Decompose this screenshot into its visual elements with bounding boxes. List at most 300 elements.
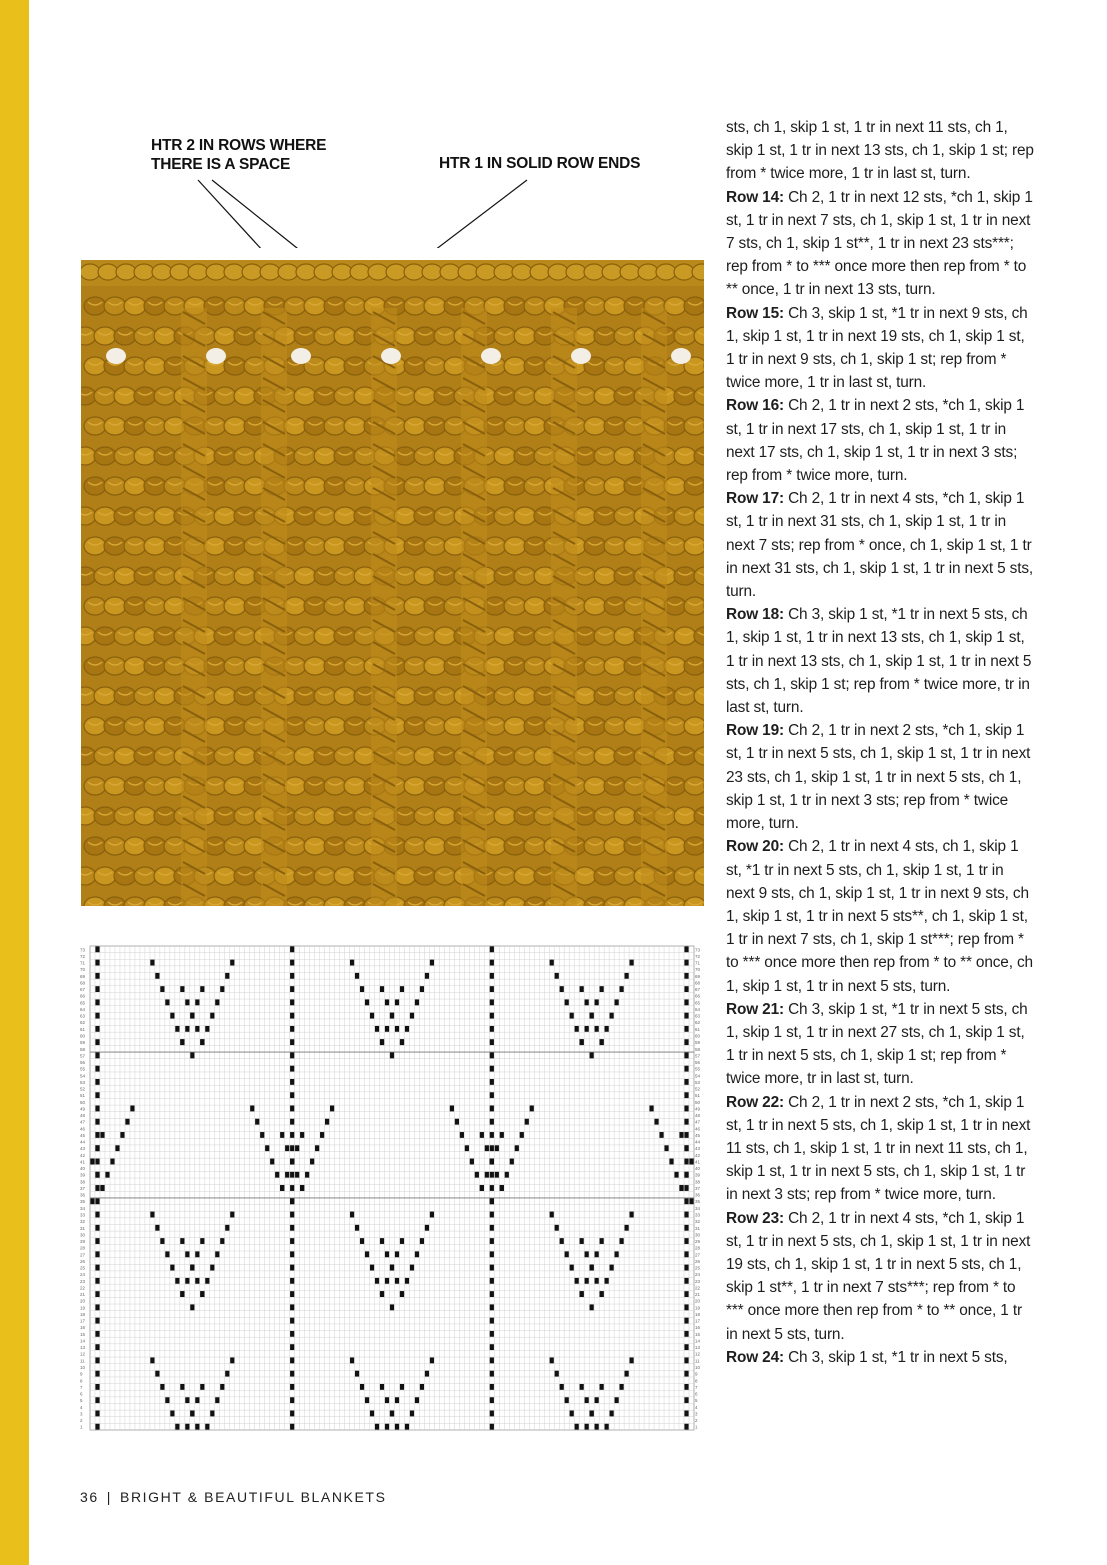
chart-row-number: 48 [80, 1113, 86, 1119]
chart-filled-cell [195, 1026, 199, 1032]
chart-row-number: 1 [695, 1424, 698, 1430]
chart-filled-cell [400, 1238, 404, 1244]
row-label: Row 20: [726, 838, 784, 856]
chart-filled-cell [615, 999, 619, 1005]
chart-filled-cell [385, 1397, 389, 1403]
chart-row-number: 35 [80, 1199, 86, 1205]
chart-filled-cell [220, 986, 224, 992]
chart-filled-cell [585, 1397, 589, 1403]
chart-filled-cell [560, 1238, 564, 1244]
chart-filled-cell [95, 1265, 99, 1271]
chart-filled-cell [510, 1159, 514, 1165]
chart-filled-cell [689, 1159, 693, 1165]
chart-filled-cell [590, 1411, 594, 1417]
chart-row-number: 68 [80, 980, 86, 986]
chart-filled-cell [310, 1159, 314, 1165]
row-text: Ch 3, skip 1 st, *1 tr in next 5 sts, ch 1, skip 1 st, 1 tr in next 27 sts, ch 1, skip 1 st, 1 tr in next 5 sts, ch 1, skip 1 st; rep from * twice more, tr in last st, turn. [726, 1000, 1028, 1088]
chart-filled-cell [595, 1026, 599, 1032]
chart-filled-cell [360, 986, 364, 992]
chart-filled-cell [555, 1225, 559, 1231]
chart-filled-cell [290, 1132, 294, 1138]
chart-filled-cell [125, 1119, 129, 1125]
chart-filled-cell [390, 1304, 394, 1310]
chart-filled-cell [290, 1066, 294, 1072]
chart-row-number: 66 [695, 993, 701, 999]
chart-row-number: 55 [80, 1066, 86, 1072]
chart-filled-cell [95, 999, 99, 1005]
chart-filled-cell [225, 1371, 229, 1377]
chart-row-number: 71 [80, 960, 86, 966]
side-accent-bar [0, 0, 29, 1565]
chart-filled-cell [684, 1106, 688, 1112]
chart-filled-cell [95, 1318, 99, 1324]
chart-filled-cell [290, 1344, 294, 1350]
chart-filled-cell [295, 1145, 299, 1151]
chart-filled-cell [415, 1397, 419, 1403]
chart-row-number: 18 [695, 1311, 701, 1317]
chart-filled-cell [290, 986, 294, 992]
chart-filled-cell [370, 1013, 374, 1019]
chart-filled-cell [290, 1411, 294, 1417]
chart-filled-cell [684, 1079, 688, 1085]
chart-filled-cell [430, 1357, 434, 1363]
chart-filled-cell [415, 1251, 419, 1257]
chart-filled-cell [570, 1265, 574, 1271]
chart-filled-cell [490, 1052, 494, 1058]
chart-filled-cell [195, 999, 199, 1005]
chart-filled-cell [490, 1318, 494, 1324]
chart-filled-cell [565, 1251, 569, 1257]
chart-filled-cell [150, 960, 154, 966]
chart-filled-cell [580, 1238, 584, 1244]
chart-filled-cell [580, 1291, 584, 1297]
chart-row-number: 53 [80, 1079, 86, 1085]
chart-row-number: 42 [695, 1152, 701, 1158]
chart-filled-cell [95, 1198, 99, 1204]
chart-filled-cell [490, 1132, 494, 1138]
chart-filled-cell [684, 1371, 688, 1377]
chart-filled-cell [400, 986, 404, 992]
chart-filled-cell [220, 1238, 224, 1244]
chart-filled-cell [290, 1238, 294, 1244]
chart-filled-cell [684, 1119, 688, 1125]
chart-filled-cell [605, 1424, 609, 1430]
chart-filled-cell [385, 1424, 389, 1430]
chart-filled-cell [280, 1132, 284, 1138]
chart-row-number: 63 [695, 1013, 701, 1019]
chart-filled-cell [605, 1278, 609, 1284]
chart-filled-cell [170, 1411, 174, 1417]
chart-row-number: 53 [695, 1079, 701, 1085]
chart-row-number: 65 [80, 1000, 86, 1006]
chart-filled-cell [225, 1225, 229, 1231]
chart-row-number: 19 [80, 1305, 86, 1311]
chart-filled-cell [570, 1411, 574, 1417]
chart-row-number: 10 [80, 1365, 86, 1371]
chart-filled-cell [380, 986, 384, 992]
chart-filled-cell [275, 1172, 279, 1178]
chart-filled-cell [490, 1212, 494, 1218]
chart-row-number: 8 [695, 1378, 698, 1384]
chart-filled-cell [684, 946, 688, 952]
chart-filled-cell [684, 1424, 688, 1430]
chart-filled-cell [230, 960, 234, 966]
chart-row-number: 9 [80, 1371, 83, 1377]
chart-filled-cell [684, 1066, 688, 1072]
chart-filled-cell [390, 1052, 394, 1058]
chart-row-number: 34 [80, 1205, 86, 1211]
chart-filled-cell [115, 1145, 119, 1151]
chart-row-number: 21 [695, 1292, 701, 1298]
chart-filled-cell [315, 1145, 319, 1151]
chart-filled-cell [290, 1198, 294, 1204]
chart-filled-cell [600, 986, 604, 992]
chart-row-number: 54 [695, 1073, 701, 1079]
chart-row-number: 63 [80, 1013, 86, 1019]
chart-row-number: 4 [695, 1404, 698, 1410]
chart-filled-cell [490, 1344, 494, 1350]
chart-filled-cell [95, 1079, 99, 1085]
chart-filled-cell [490, 1106, 494, 1112]
chart-filled-cell [370, 1411, 374, 1417]
chart-filled-cell [595, 999, 599, 1005]
chart-filled-cell [684, 1238, 688, 1244]
chart-filled-cell [195, 1397, 199, 1403]
chart-filled-cell [320, 1132, 324, 1138]
chart-row-number: 24 [80, 1272, 86, 1278]
chart-filled-cell [689, 1198, 693, 1204]
chart-filled-cell [395, 1424, 399, 1430]
row-text: Ch 3, skip 1 st, *1 tr in next 5 sts, ch 1, skip 1 st, 1 tr in next 13 sts, ch 1, skip 1 st, 1 tr in next 13 sts, ch 1, skip 1 st, 1 tr in next 5 sts, ch 1, skip 1 st; rep from * twice more, tr in last st, turn. [726, 606, 1032, 717]
chart-filled-cell [495, 1145, 499, 1151]
chart-filled-cell [290, 1079, 294, 1085]
chart-filled-cell [215, 1397, 219, 1403]
chart-row-number: 52 [695, 1086, 701, 1092]
chart-filled-cell [620, 1384, 624, 1390]
chart-filled-cell [95, 1039, 99, 1045]
chart-row-number: 28 [80, 1245, 86, 1251]
chart-filled-cell [684, 986, 688, 992]
chart-filled-cell [490, 999, 494, 1005]
chart-filled-cell [95, 1052, 99, 1058]
chart-filled-cell [260, 1132, 264, 1138]
chart-row-number: 42 [80, 1152, 86, 1158]
chart-row-number: 27 [80, 1252, 86, 1258]
chart-filled-cell [365, 1397, 369, 1403]
chart-filled-cell [180, 1039, 184, 1045]
chart-row-number: 58 [695, 1046, 701, 1052]
chart-grid-background [90, 946, 694, 1430]
chart-filled-cell [280, 1185, 284, 1191]
chart-row-number: 8 [80, 1378, 83, 1384]
chart-filled-cell [180, 986, 184, 992]
chart-row-number: 49 [695, 1106, 701, 1112]
chart-filled-cell [380, 1238, 384, 1244]
chart-filled-cell [590, 1265, 594, 1271]
chart-filled-cell [395, 999, 399, 1005]
chart-filled-cell [90, 1198, 94, 1204]
chart-filled-cell [684, 1384, 688, 1390]
chart-filled-cell [600, 1384, 604, 1390]
chart-filled-cell [215, 1251, 219, 1257]
chart-filled-cell [290, 1265, 294, 1271]
chart-filled-cell [630, 960, 634, 966]
chart-row-number: 34 [695, 1205, 701, 1211]
chart-filled-cell [664, 1145, 668, 1151]
chart-filled-cell [150, 1212, 154, 1218]
chart-row-number: 21 [80, 1292, 86, 1298]
chart-filled-cell [430, 960, 434, 966]
chart-filled-cell [380, 1291, 384, 1297]
row-label: Row 22: [726, 1093, 784, 1111]
publication-title: BRIGHT & BEAUTIFUL BLANKETS [120, 1489, 387, 1505]
chart-row-number: 50 [695, 1099, 701, 1105]
row-label: Row 23: [726, 1209, 784, 1227]
chart-filled-cell [215, 999, 219, 1005]
chart-filled-cell [490, 1304, 494, 1310]
chart-filled-cell [600, 1291, 604, 1297]
chart-filled-cell [160, 1384, 164, 1390]
chart-filled-cell [175, 1278, 179, 1284]
chart-row-number: 29 [695, 1239, 701, 1245]
chart-row-number: 31 [80, 1225, 86, 1231]
chart-filled-cell [684, 1278, 688, 1284]
chart-row-number: 50 [80, 1099, 86, 1105]
chart-row-number: 71 [695, 960, 701, 966]
chart-filled-cell [455, 1119, 459, 1125]
chart-row-number: 23 [695, 1278, 701, 1284]
chart-filled-cell [560, 986, 564, 992]
row-label: Row 24: [726, 1348, 784, 1366]
chart-filled-cell [350, 1212, 354, 1218]
chart-filled-cell [684, 1092, 688, 1098]
chart-filled-cell [684, 1331, 688, 1337]
chart-row-number: 62 [695, 1020, 701, 1026]
chart-filled-cell [385, 1026, 389, 1032]
chart-row-number: 38 [695, 1179, 701, 1185]
chart-filled-cell [95, 1119, 99, 1125]
chart-filled-cell [684, 1185, 688, 1191]
chart-filled-cell [95, 1026, 99, 1032]
chart-filled-cell [625, 973, 629, 979]
chart-row-number: 35 [695, 1199, 701, 1205]
chart-filled-cell [95, 1159, 99, 1165]
pattern-row [726, 835, 1036, 997]
chart-filled-cell [300, 1185, 304, 1191]
row-label: Row 14: [726, 188, 784, 206]
chart-filled-cell [265, 1145, 269, 1151]
chart-filled-cell [295, 1172, 299, 1178]
chart-filled-cell [165, 1251, 169, 1257]
chart-filled-cell [490, 1172, 494, 1178]
chart-row-number: 3 [695, 1411, 698, 1417]
chart-filled-cell [195, 1424, 199, 1430]
stitch-chart [80, 944, 704, 1432]
chart-row-number: 22 [695, 1285, 701, 1291]
chart-filled-cell [475, 1172, 479, 1178]
chart-filled-cell [190, 1411, 194, 1417]
chart-filled-cell [610, 1411, 614, 1417]
chart-row-number: 33 [80, 1212, 86, 1218]
chart-filled-cell [200, 1291, 204, 1297]
pattern-row [726, 719, 1036, 835]
chart-filled-cell [684, 1304, 688, 1310]
chart-filled-cell [490, 1145, 494, 1151]
chart-row-number: 37 [695, 1185, 701, 1191]
chart-filled-cell [684, 1291, 688, 1297]
chart-filled-cell [95, 1411, 99, 1417]
chart-filled-cell [400, 1039, 404, 1045]
chart-filled-cell [95, 1397, 99, 1403]
chart-row-number: 57 [695, 1053, 701, 1059]
chart-filled-cell [395, 1397, 399, 1403]
chart-filled-cell [490, 1371, 494, 1377]
chart-filled-cell [305, 1172, 309, 1178]
chart-filled-cell [290, 1371, 294, 1377]
chart-filled-cell [585, 1278, 589, 1284]
chart-filled-cell [155, 1371, 159, 1377]
chart-filled-cell [684, 1172, 688, 1178]
chart-filled-cell [130, 1106, 134, 1112]
pattern-row [726, 394, 1036, 487]
chart-filled-cell [200, 1039, 204, 1045]
chart-row-number: 59 [695, 1040, 701, 1046]
chart-filled-cell [684, 1225, 688, 1231]
chart-row-number: 26 [80, 1258, 86, 1264]
chart-row-number: 45 [695, 1132, 701, 1138]
chart-row-number: 51 [80, 1093, 86, 1099]
chart-row-number: 7 [80, 1384, 83, 1390]
chart-row-number: 43 [695, 1146, 701, 1152]
chart-filled-cell [585, 999, 589, 1005]
chart-row-number: 69 [80, 973, 86, 979]
chart-filled-cell [684, 1039, 688, 1045]
chart-filled-cell [95, 1278, 99, 1284]
chart-filled-cell [450, 1106, 454, 1112]
chart-filled-cell [420, 986, 424, 992]
chart-filled-cell [205, 1026, 209, 1032]
chart-row-number: 6 [695, 1391, 698, 1397]
chart-filled-cell [95, 1092, 99, 1098]
chart-filled-cell [415, 999, 419, 1005]
chart-filled-cell [565, 1397, 569, 1403]
chart-filled-cell [175, 1026, 179, 1032]
chart-row-number: 18 [80, 1311, 86, 1317]
row-label: Row 17: [726, 490, 784, 508]
chart-row-number: 64 [80, 1006, 86, 1012]
chart-filled-cell [560, 1384, 564, 1390]
chart-filled-cell [659, 1132, 663, 1138]
chart-filled-cell [550, 960, 554, 966]
chart-filled-cell [565, 999, 569, 1005]
chart-filled-cell [290, 1304, 294, 1310]
chart-filled-cell [385, 1278, 389, 1284]
chart-row-number: 67 [80, 987, 86, 993]
chart-row-number: 58 [80, 1046, 86, 1052]
chart-row-number: 32 [695, 1219, 701, 1225]
chart-filled-cell [95, 1185, 99, 1191]
chart-row-number: 36 [80, 1192, 86, 1198]
chart-filled-cell [210, 1265, 214, 1271]
chart-filled-cell [150, 1357, 154, 1363]
chart-filled-cell [580, 1384, 584, 1390]
chart-filled-cell [95, 1331, 99, 1337]
chart-row-number: 41 [695, 1159, 701, 1165]
chart-filled-cell [290, 1185, 294, 1191]
chart-filled-cell [684, 960, 688, 966]
chart-filled-cell [200, 986, 204, 992]
chart-filled-cell [375, 1278, 379, 1284]
chart-filled-cell [290, 1026, 294, 1032]
row-text: Ch 3, skip 1 st, *1 tr in next 9 sts, ch 1, skip 1 st, 1 tr in next 19 sts, ch 1, skip 1 st, 1 tr in next 9 sts, ch 1, skip 1 st; rep from * twice more, 1 tr in last st, turn. [726, 304, 1028, 392]
chart-row-number: 73 [80, 947, 86, 953]
chart-filled-cell [95, 1106, 99, 1112]
chart-filled-cell [485, 1145, 489, 1151]
chart-filled-cell [410, 1411, 414, 1417]
row-text: Ch 2, 1 tr in next 4 sts, *ch 1, skip 1 st, 1 tr in next 5 sts, ch 1, skip 1 st, 1 tr in next 19 sts, ch 1, skip 1 st, 1 tr in next 5 sts, ch 1, skip 1 st**, 1 tr in next 7 sts***; rep from * to *** once more then rep from * to ** once, 1 tr in next 5 sts, turn. [726, 1209, 1031, 1343]
chart-row-number: 13 [80, 1345, 86, 1351]
chart-row-number: 65 [695, 1000, 701, 1006]
chart-filled-cell [390, 1013, 394, 1019]
chart-row-number: 60 [80, 1033, 86, 1039]
chart-filled-cell [95, 1291, 99, 1297]
chart-filled-cell [490, 1384, 494, 1390]
chart-filled-cell [630, 1357, 634, 1363]
chart-row-number: 55 [695, 1066, 701, 1072]
chart-filled-cell [255, 1119, 259, 1125]
chart-filled-cell [385, 999, 389, 1005]
chart-filled-cell [160, 1238, 164, 1244]
chart-filled-cell [480, 1185, 484, 1191]
chart-filled-cell [185, 999, 189, 1005]
chart-filled-cell [95, 1225, 99, 1231]
chart-filled-cell [365, 999, 369, 1005]
chart-filled-cell [270, 1159, 274, 1165]
chart-row-number: 22 [80, 1285, 86, 1291]
chart-filled-cell [185, 1026, 189, 1032]
chart-row-number: 20 [80, 1298, 86, 1304]
chart-row-number: 73 [695, 947, 701, 953]
chart-filled-cell [649, 1106, 653, 1112]
pattern-row [726, 998, 1036, 1091]
footer-separator: | [106, 1489, 113, 1505]
chart-filled-cell [684, 973, 688, 979]
chart-filled-cell [185, 1424, 189, 1430]
chart-filled-cell [684, 1132, 688, 1138]
pattern-row [726, 1346, 1036, 1369]
chart-filled-cell [485, 1172, 489, 1178]
chart-row-number: 52 [80, 1086, 86, 1092]
chart-filled-cell [490, 1397, 494, 1403]
chart-filled-cell [225, 973, 229, 979]
chart-filled-cell [290, 1318, 294, 1324]
chart-row-number: 6 [80, 1391, 83, 1397]
chart-filled-cell [405, 1026, 409, 1032]
chart-filled-cell [285, 1172, 289, 1178]
chart-filled-cell [490, 986, 494, 992]
chart-filled-cell [425, 1225, 429, 1231]
row-label: Row 19: [726, 722, 784, 740]
chart-filled-cell [185, 1251, 189, 1257]
chart-filled-cell [155, 1225, 159, 1231]
chart-row-number: 16 [695, 1325, 701, 1331]
chart-filled-cell [590, 1052, 594, 1058]
chart-filled-cell [365, 1251, 369, 1257]
row-text: Ch 2, 1 tr in next 12 sts, *ch 1, skip 1 st, 1 tr in next 7 sts, ch 1, skip 1 st, 1 tr in next 7 sts, ch 1, skip 1 st**, 1 tr in next 23 sts***; rep from * to *** once more then rep from * to ** once, 1 tr in next 13 sts, turn. [726, 188, 1033, 299]
chart-filled-cell [200, 1238, 204, 1244]
chart-filled-cell [490, 973, 494, 979]
chart-filled-cell [190, 1013, 194, 1019]
